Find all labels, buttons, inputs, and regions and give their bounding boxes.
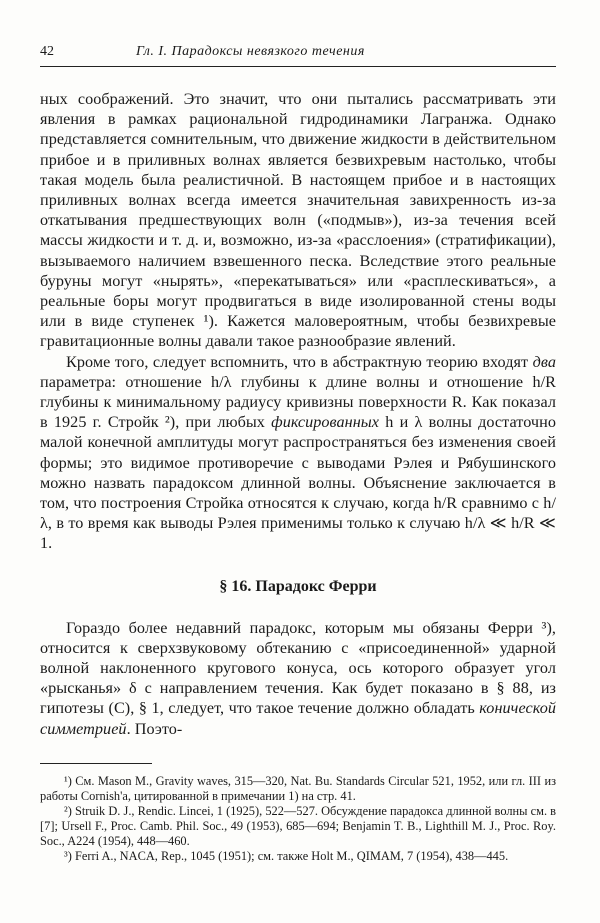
- page-header: [40, 44, 556, 64]
- book-page: [40, 44, 556, 864]
- footnote-1: ¹) См. Mason M., Gravity waves, 315—320, Nat. Bu. Standards Circular 521, 1952, или гл. III из работы Cornish'а, цитированной в примечании 1) на стр. 41.: [40, 773, 556, 803]
- paragraph-3-text-a: Гораздо более недавний парадокс, которым мы обязаны Ферри ³), относится к сверхзвуковому обтеканию с «присоединенной» ударной волной наклоненного кругового конуса, ось которого образует угол «рысканья» δ с направлением течения. Как будет показано в § 88, из гипотезы (С), § 1, следует, что такое течение должно обладать: [40, 618, 556, 718]
- paragraph-1: ных соображений. Это значит, что они пытались рассматривать эти явления в рамках рациональной гидродинамики Лагранжа. Однако представляется сомнительным, что движение жидкости в действительном прибое и в приливных волнах является безвихревым настолько, чтобы такая модель была реалистичной. В настоящем прибое и в настоящих приливных волнах всегда имеется значительная завихренность из-за откатывания предшествующих волн («подмыв»), из-за течения всей массы жидкости и т. д. и, возможно, из-за «расслоения» (стратификации), вызываемого наличием взвешенного песка. Вследствие этого реальные буруны могут «нырять», «перекатываться» или «расплескиваться», а реальные боры могут продвигаться в виде изолированной стены воды или в виде ступенек ¹). Кажется маловероятным, чтобы безвихревые гравитационные волны давали такое разнообразие явлений.: [40, 90, 556, 351]
- paragraph-3-text-b: . Поэто-: [126, 719, 183, 738]
- running-title: Гл. I. Парадоксы невязкого течения: [136, 44, 365, 59]
- paragraph-3: [40, 618, 556, 739]
- header-rule: [40, 66, 556, 67]
- footnote-rule: [40, 763, 152, 764]
- paragraph-2-emphasis-1: два: [532, 352, 556, 371]
- page-number: 42: [40, 44, 54, 59]
- paragraph-2-emphasis-2: фиксированных: [271, 413, 380, 432]
- paragraph-2-text-a: Кроме того, следует вспомнить, что в абстрактную теорию входят: [66, 352, 533, 371]
- paragraph-3-emphasis: конической симметрией: [40, 699, 556, 738]
- paragraph-2-text-b: параметра: отношение h/λ глубины к длине волны и отношение h/R глубины к минимальному радиусу кривизны поверхности R. Как показал в 1925 г. Стройк ²), при любых: [40, 372, 556, 432]
- section-heading: § 16. Парадокс Ферри: [219, 577, 377, 595]
- footnote-3: ³) Ferri A., NACA, Rep., 1045 (1951); см. также Holt M., QIMAM, 7 (1954), 438—445.: [64, 848, 509, 863]
- paragraph-2-text-c: h и λ волны достаточно малой конечной амплитуды могут распространяться без изменения своей формы; это видимое противоречие с выводами Рэлея и Рябушинского можно назвать парадоксом длинной волны. Объяснение заключается в том, что построения Стройка относятся к случаю, когда h/R сравнимо с h/λ, в то время как выводы Рэлея применимы только к случаю h/λ ≪ h/R ≪ 1.: [40, 413, 556, 553]
- paragraph-2: [40, 352, 556, 554]
- footnote-2: ²) Struik D. J., Rendic. Lincei, 1 (1925), 522—527. Обсуждение парадокса длинной волны см. в [7]; Ursell F., Proc. Camb. Phil. Soc., 49 (1953), 685—694; Benjamin T. B., Lighthill M. J., Proc. Roy. Soc., A224 (1954), 448—460.: [40, 803, 556, 848]
